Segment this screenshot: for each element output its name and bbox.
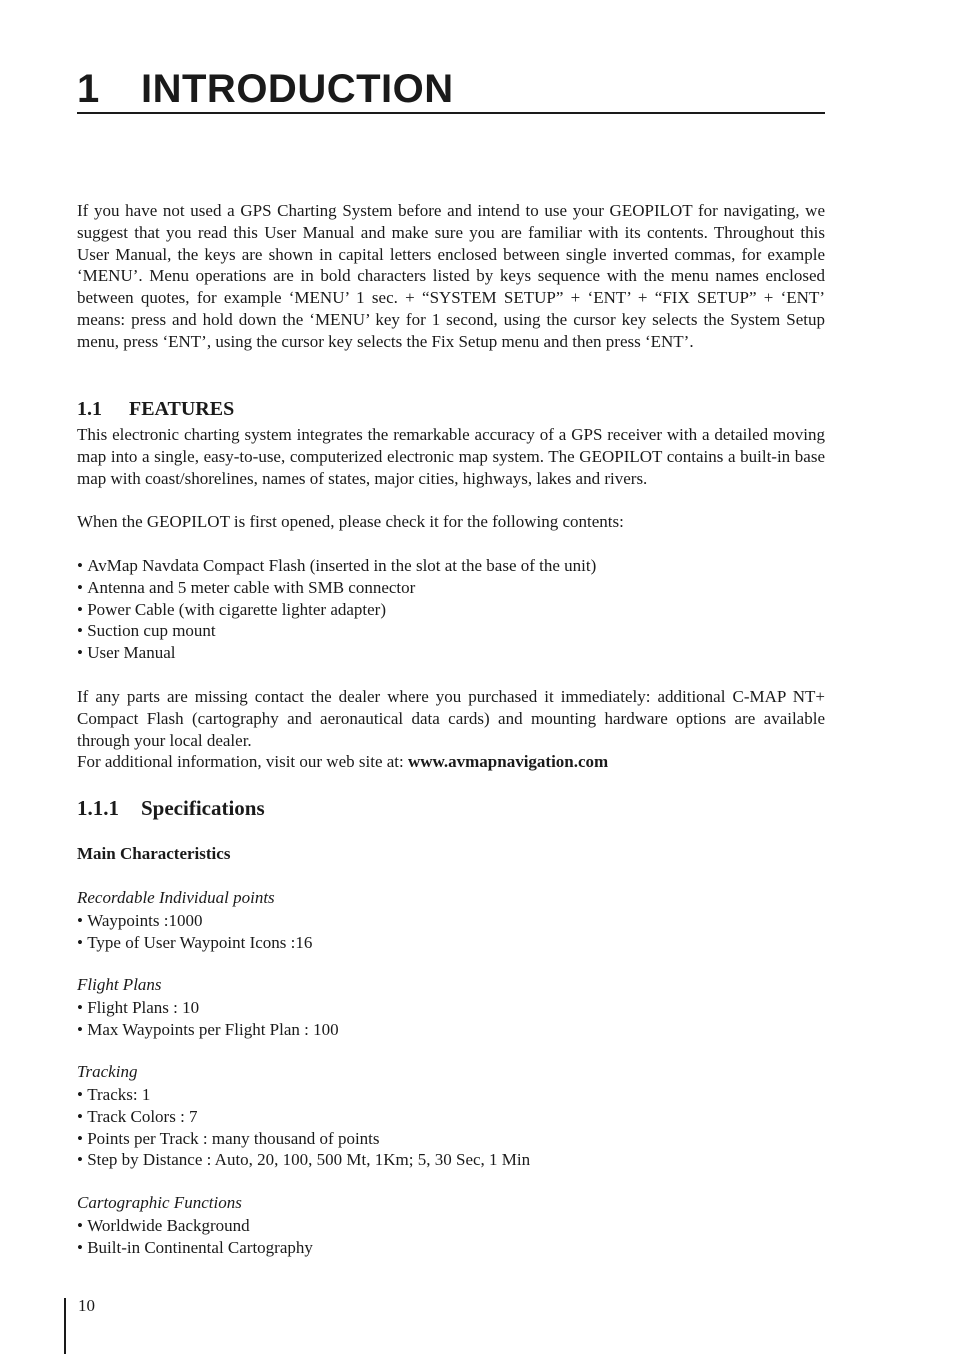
list-item: • Built-in Continental Cartography (77, 1237, 313, 1259)
subsection-title: Specifications (141, 796, 265, 820)
list-item: • Waypoints :1000 (77, 910, 312, 932)
spec-group-list (77, 1084, 530, 1171)
list-item: • Type of User Waypoint Icons :16 (77, 932, 312, 954)
page-number: 10 (78, 1296, 95, 1315)
list-item: • User Manual (77, 642, 596, 664)
main-characteristics-heading: Main Characteristics (77, 844, 231, 863)
chapter-title (77, 66, 825, 114)
web-info (77, 751, 825, 773)
spec-group-list (77, 997, 339, 1041)
intro-paragraph: If you have not used a GPS Charting System before and intend to use your GEOPILOT for navigating, we suggest that you read this User Manual and make sure you are familiar with its contents. Throughout this User Manual, the keys are shown in capital letters enclosed between single inverted commas, for example ‘MENU’. Menu operations are in bold characters listed by keys sequence with the menu names enclosed between quotes, for example ‘MENU’ 1 sec. + “SYSTEM SETUP” + ‘ENT’ + “FIX SETUP” + ‘ENT’ means: press and hold down the ‘MENU’ key for 1 second, using the cursor key selects the System Setup menu, press ‘ENT’, using the cursor key selects the Fix Setup menu and then press ‘ENT’. (77, 201, 825, 351)
spec-group-list (77, 910, 312, 954)
section-number: 1.1 (77, 398, 102, 420)
list-item: • Step by Distance : Auto, 20, 100, 500 Mt, 1Km; 5, 30 Sec, 1 Min (77, 1149, 530, 1171)
spec-group-list (77, 1215, 313, 1259)
list-item: • Track Colors : 7 (77, 1106, 530, 1128)
web-prefix: For additional information, visit our web site at: (77, 752, 404, 771)
page-margin-rule (64, 1298, 66, 1354)
list-item: • Flight Plans : 10 (77, 997, 339, 1019)
spec-group-title: Flight Plans (77, 975, 162, 994)
list-item: • Worldwide Background (77, 1215, 313, 1237)
list-item: • AvMap Navdata Compact Flash (inserted in the slot at the base of the unit) (77, 555, 596, 577)
features-paragraph-1: This electronic charting system integrates the remarkable accuracy of a GPS receiver with a detailed moving map into a single, easy-to-use, computerized electronic map system. The GEOPILOT contains a built-in base map with coast/shorelines, names of states, major cities, highways, lakes and rivers. (77, 425, 825, 488)
spec-group-title: Recordable Individual points (77, 888, 275, 907)
spec-group-title: Cartographic Functions (77, 1193, 242, 1212)
section-heading-features (77, 398, 234, 421)
subsection-heading-specifications (77, 796, 265, 821)
list-item: • Antenna and 5 meter cable with SMB connector (77, 577, 596, 599)
list-item: • Points per Track : many thousand of points (77, 1128, 530, 1150)
chapter-number: 1 (77, 67, 100, 111)
contents-list (77, 555, 596, 664)
spec-group-title: Tracking (77, 1062, 138, 1081)
list-item: • Suction cup mount (77, 620, 596, 642)
list-item: • Max Waypoints per Flight Plan : 100 (77, 1019, 339, 1041)
subsection-number: 1.1.1 (77, 796, 119, 820)
website-link[interactable]: www.avmapnavigation.com (407, 752, 609, 771)
features-paragraph-3: If any parts are missing contact the dealer where you purchased it immediately: additional C-MAP NT+ Compact Flash (cartography and aeronautical data cards) and mounting hardware options are available through your local dealer. (77, 687, 825, 750)
section-title: FEATURES (129, 398, 235, 420)
list-item: • Power Cable (with cigarette lighter adapter) (77, 599, 596, 621)
chapter-title-text: INTRODUCTION (141, 67, 454, 111)
features-paragraph-2: When the GEOPILOT is first opened, please check it for the following contents: (77, 512, 624, 531)
list-item: • Tracks: 1 (77, 1084, 530, 1106)
